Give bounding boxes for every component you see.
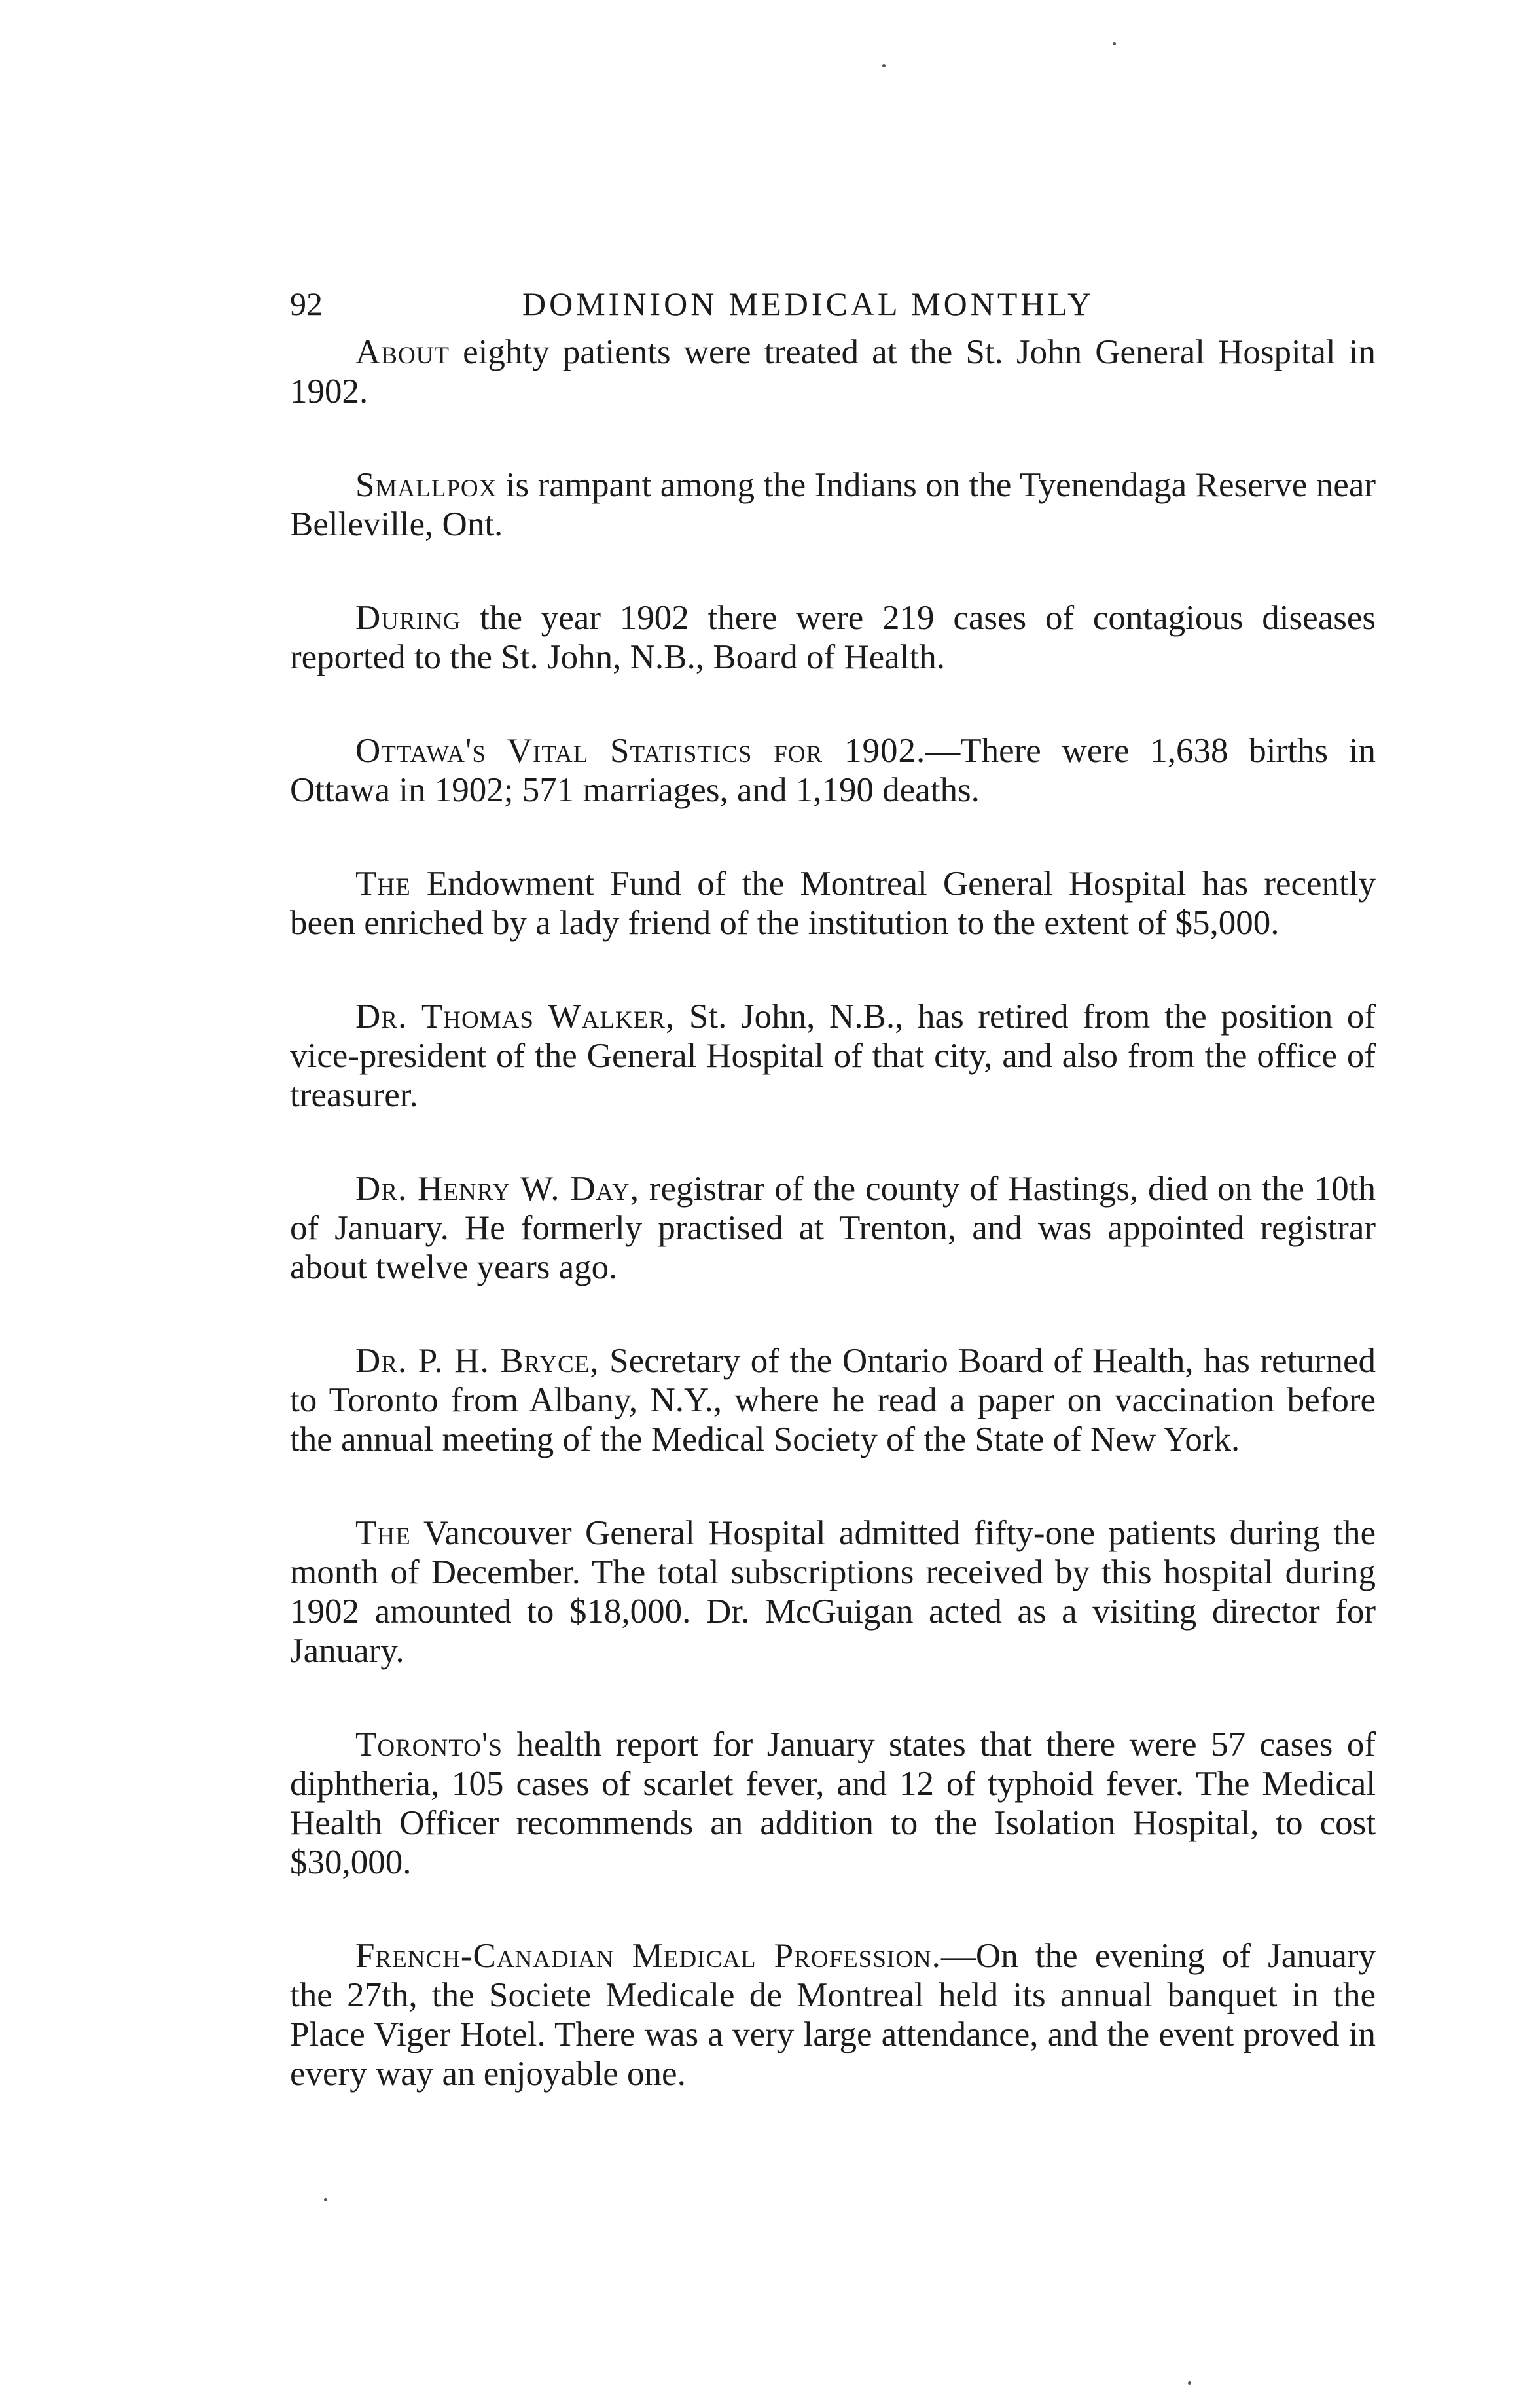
news-note	[290, 333, 1376, 411]
note-lead: About	[355, 333, 450, 371]
news-note	[290, 1169, 1376, 1287]
news-note	[290, 598, 1376, 677]
note-lead: During	[355, 599, 461, 637]
news-note	[290, 731, 1376, 810]
scan-speck	[882, 64, 886, 67]
note-lead: Ottawa's Vital Statistics for 1902.	[355, 732, 926, 770]
note-body: —There were 1,638 births in Ottawa in 1902; 571 marriages, and 1,190 deaths.	[290, 732, 1376, 809]
note-lead: Smallpox	[355, 466, 497, 504]
note-lead: The	[355, 865, 411, 903]
news-notes	[290, 333, 1376, 2093]
note-body: Endowment Fund of the Montreal General Hospital has recently been enriched by a lady friend of the institution to the extent of $5,000.	[290, 865, 1376, 942]
note-body: the year 1902 there were 219 cases of contagious diseases reported to the St. John, N.B., Board of Health.	[290, 599, 1376, 676]
note-body: —On the evening of January the 27th, the Societe Medicale de Montreal held its annual banquet in the Place Viger Hotel. There was a very large attendance, and the event proved in every way an enjoyable one.	[290, 1937, 1376, 2093]
note-body: eighty patients were treated at the St. John General Hospital in 1902.	[290, 333, 1376, 410]
note-body: health report for January states that there were 57 cases of diphtheria, 105 cases of scarlet fever, and 12 of typhoid fever. The Medical Health Officer recommends an addition to the Isolation Hospital, to cost $30,000.	[290, 1726, 1376, 1881]
news-note	[290, 1341, 1376, 1459]
scan-speck	[1188, 2381, 1191, 2385]
scan-speck	[324, 2198, 327, 2201]
note-body: Vancouver General Hospital admitted fifty-one patients during the month of December. The total subscriptions received by this hospital during 1902 amounted to $18,000. Dr. McGuigan acted as a visiting director for January.	[290, 1514, 1376, 1670]
note-lead: The	[355, 1514, 411, 1552]
news-note	[290, 1936, 1376, 2093]
note-lead: Dr. Thomas Walker,	[355, 998, 675, 1036]
note-lead: Dr. P. H. Bryce,	[355, 1342, 600, 1380]
news-note	[290, 997, 1376, 1115]
scan-speck	[1113, 42, 1116, 45]
page-header	[290, 278, 1376, 330]
news-note	[290, 1513, 1376, 1671]
page-number: 92	[290, 285, 323, 322]
note-body: Secretary of the Ontario Board of Health, has returned to Toronto from Albany, N.Y., where he read a paper on vaccination before the annual meeting of the Medical Society of the State of New York.	[290, 1342, 1376, 1458]
note-body: is rampant among the Indians on the Tyenendaga Reserve near Belleville, Ont.	[290, 466, 1376, 543]
note-body: registrar of the county of Hastings, died on the 10th of January. He formerly practised at Trenton, and was appointed registrar about twelve years ago.	[290, 1170, 1376, 1286]
page-body	[290, 278, 1376, 2148]
news-note	[290, 465, 1376, 544]
note-body: St. John, N.B., has retired from the position of vice-president of the General Hospital of that city, and also from the office of treasurer.	[290, 998, 1376, 1114]
note-lead: Dr. Henry W. Day,	[355, 1170, 639, 1208]
news-note	[290, 864, 1376, 943]
note-lead: French-Canadian Medical Profession.	[355, 1937, 941, 1975]
news-note	[290, 1725, 1376, 1882]
note-lead: Toronto's	[355, 1726, 503, 1763]
running-title: DOMINION MEDICAL MONTHLY	[522, 285, 1095, 322]
